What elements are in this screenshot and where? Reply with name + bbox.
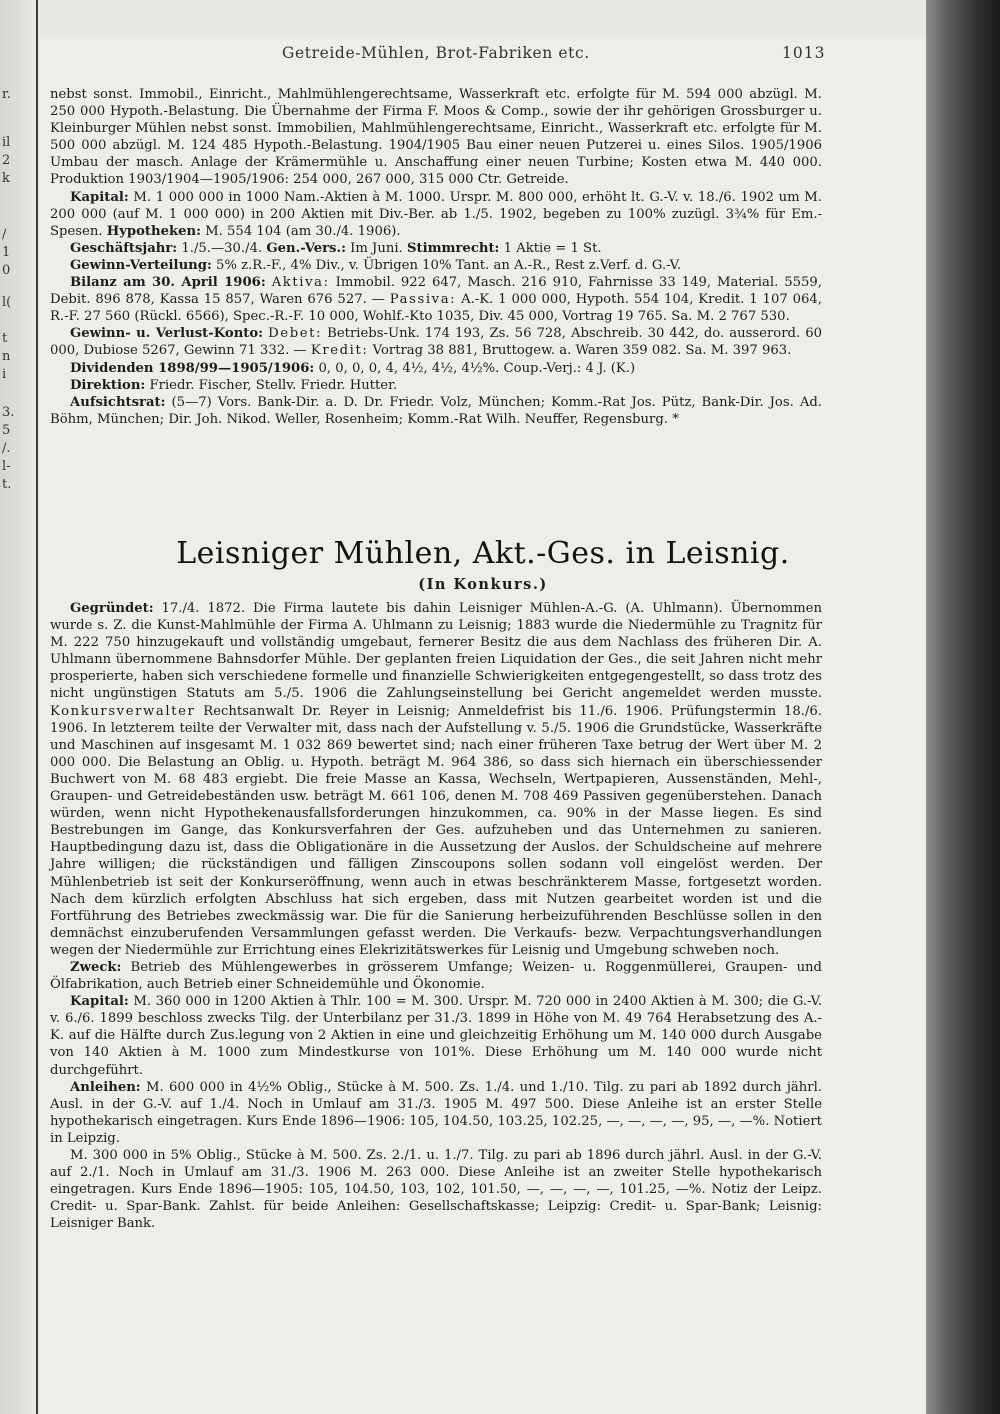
margin-fragment: l- bbox=[2, 459, 11, 474]
running-title: Getreide-Mühlen, Brot-Fabriken etc. bbox=[282, 44, 590, 62]
gewinnverteilung-label: Gewinn-Verteilung: bbox=[70, 257, 212, 273]
margin-fragment: r. bbox=[2, 87, 11, 102]
genvers-text: Im Juni. bbox=[350, 240, 403, 256]
hypotheken-label: Hypotheken: bbox=[106, 223, 201, 239]
company-heading: Leisniger Mühlen, Akt.-Ges. in Leisnig. bbox=[176, 536, 790, 571]
margin-fragment: 1 bbox=[2, 245, 11, 260]
anleihen-paragraph-2: M. 300 000 in 5% Oblig., Stücke à M. 500. Zs. 2./1. u. 1./7. Tilg. zu pari ab 1896 durch jährl. Ausl. in der G.-V. auf 2./1. Noch in Umlauf am 31./3. 1906 M. 263 000. Diese Anleihe ist an zweiter Stelle hypothekarisch eingetragen. Kurs Ende 1896—1905: 105, 104.50, 103, 102, 101.50, —, —, —, —, 101.25, —%. Notiz der Leipz. Credit- u. Spar-Bank. Zahlst. für beide Anleihen: Gesellschaftskasse; Leipzig: Credit- u. Spar-Bank; Leisnig: Leisniger Bank. bbox=[50, 1148, 822, 1232]
dividenden-text: 0, 0, 0, 0, 4, 4½, 4½, 4½%. Coup.-Verj.: 4 J. (K.) bbox=[318, 360, 636, 376]
direktion-label: Direktion: bbox=[70, 377, 146, 393]
margin-fragment: il bbox=[2, 135, 11, 150]
gegruendet-text-a: 17./4. 1872. Die Firma lautete bis dahin Leisniger Mühlen-A.-G. (A. Uhlmann). Übernommen wurde s. Z. die Kunst-Mahlmühle der Firma A. Uhlmann zu Leisnig; 1883 wurde die Niedermühle zu Tragnitz für M. 222 750 hinzugekauft und vollständig umgebaut, fernerer Besitz die aus dem Nachlass des früheren Dir. A. Uhlmann übernommene Bahnsdorfer Mühle. Der geplanten freien Liquidation der Ges., die seit Jahren nicht mehr prosperierte, haben sich verschiedene formelle und finanzielle Schwierigkeiten entgegengestellt, so dass trotz des nicht ungünstigen Statuts am 5./5. 1906 die Zahlungseinstellung bei Gericht angemeldet werden musste. bbox=[50, 601, 822, 702]
konkurs-subheading: (In Konkurs.) bbox=[418, 576, 548, 593]
stimmrecht-text: 1 Aktie = 1 St. bbox=[503, 240, 602, 256]
aufsichtsrat-paragraph bbox=[50, 394, 822, 428]
kapital-text: M. 360 000 in 1200 Aktien à Thlr. 100 = M. 300. Urspr. M. 720 000 in 2400 Aktien à M. 300; die G.-V. v. 6./6. 1899 beschloss zwecks Tilg. der Unterbilanz per 31./3. 1899 in Höhe von M. 49 764 Herabsetzung des A.-K. auf die Hälfte durch Zus.legung von 2 Aktien in eine und gleichzeitig Erhöhung um M. 140 000 durch Ausgabe von 140 Aktien à M. 1000 zum Mindestkurse von 101%. Diese Erhöhung um M. 140 000 wurde nicht durchgeführt. bbox=[50, 994, 822, 1078]
konkursverwalter-label: Konkursverwalter bbox=[50, 703, 196, 719]
binding-line bbox=[36, 0, 38, 1414]
bilanz-paragraph bbox=[50, 274, 822, 325]
left-gutter bbox=[0, 0, 34, 1414]
dividenden-paragraph bbox=[50, 360, 822, 377]
guv-debet-text: Betriebs-Unk. 174 193, Zs. 56 728, Abschreib. 30 442, do. ausserord. 60 000, Dubiose 5267, Gewinn 71 332. — bbox=[50, 326, 822, 359]
margin-fragment: t. bbox=[2, 477, 12, 492]
aufsichtsrat-label: Aufsichtsrat: bbox=[70, 394, 166, 410]
zweck-paragraph bbox=[50, 959, 822, 993]
zweck-text: Betrieb des Mühlengewerbes in grösserem Umfange; Weizen- u. Roggenmüllerei, Graupen- und Ölfabrikation, auch Betrieb einer Schneidemühle und Ökonomie. bbox=[50, 959, 822, 993]
company-entry bbox=[50, 600, 822, 1232]
gegruendet-text-b: Rechtsanwalt Dr. Reyer in Leisnig; Anmeldefrist bis 11./6. 1906. Prüfungstermin 18./6. 1906. In letzterem teilte der Verwalter mit, dass nach der Aufstellung v. 5./5. 1906 die Grundstücke, Wasserkräfte und Maschinen auf insgesamt M. 1 032 869 bewertet sind; nach einer früheren Taxe betrug der Wert über M. 2 000 000. Die Belastung an Oblig. u. Hypoth. beträgt M. 964 386, so dass sich hiernach ein überschiessender Buchwert von M. 68 483 ergiebt. Die freie Masse an Kassa, Wechseln, Wertpapieren, Aussenständen, Mehl-, Graupen- und Getreidebeständen usw. beträgt M. 661 106, denen M. 708 469 Passiven gegenüberstehen. Danach würden, wenn nicht Hypothekenausfallsforderungen hinzukommen, ca. 90% in der Masse liegen. Es sind Bestrebungen im Gange, das Konkursverfahren der Ges. aufzuheben und das Unternehmen zu sanieren. Hauptbedingung dazu ist, dass die Obligationäre in die Aussetzung der Auslos. der Schuldscheine auf mehrere Jahre willigen; die rückständigen und fälligen Zinscoupons sollen sodann voll eingelöst werden. Der Mühlenbetrieb ist seit der Konkurseröffnung, wenn auch in etwas beschränkterem Masse, fortgesetzt worden. Nach dem kürzlich erfolgten Abschluss hat sich ergeben, dass mit Nutzen gearbeitet worden ist und die Fortführung des Betriebes zweckmässig war. Die für die Sanierung herbeizuführenden Beschlüsse sollen in den demnächst einzuberufenden Versammlungen gefasst werden. Die Verkaufs- bezw. Verpachtungsverhandlungen wegen der Niedermühle zur Errichtung eines Elekrizitätswerkes für Leisnig und Umgebung schweben noch. bbox=[50, 703, 822, 958]
bilanz-label: Bilanz am 30. April 1906: bbox=[70, 275, 266, 291]
guv-label: Gewinn- u. Verlust-Konto: bbox=[70, 326, 264, 342]
margin-fragment: 0 bbox=[2, 263, 11, 278]
margin-fragment: t bbox=[2, 331, 8, 346]
margin-fragment: l( bbox=[2, 295, 12, 310]
margin-fragment: i bbox=[2, 367, 7, 382]
bilanz-passiva-label: Passiva: bbox=[389, 292, 457, 308]
previous-entry bbox=[50, 86, 822, 428]
anleihen-label: Anleihen: bbox=[70, 1079, 141, 1095]
genvers-label: Gen.-Vers.: bbox=[266, 240, 346, 256]
zweck-label: Zweck: bbox=[70, 959, 122, 975]
geschaeftsjahr-text: 1./5.—30./4. bbox=[181, 240, 263, 256]
direktion-paragraph bbox=[50, 377, 822, 394]
anleihen-paragraph bbox=[50, 1079, 822, 1147]
document-page bbox=[40, 36, 926, 1414]
kapital-label: Kapital: bbox=[70, 994, 129, 1010]
dividenden-label: Dividenden 1898/99—1905/1906: bbox=[70, 360, 315, 376]
guv-debet-label: Debet: bbox=[268, 326, 323, 342]
page-header bbox=[40, 42, 926, 66]
continuation-paragraph: nebst sonst. Immobil., Einricht., Mahlmühlengerechtsame, Wasserkraft etc. erfolgte für M. 594 000 abzügl. M. 250 000 Hypoth.-Belastung. Die Übernahme der Firma F. Moos & Comp., sowie der ihr gehörigen Grossburger u. Kleinburger Mühlen nebst sonst. Immobilien, Mahlmühlengerechtsame, Einricht., Wasserkraft etc. erfolgte für M. 500 000 abzügl. M. 124 485 Hypoth.-Belastung. 1904/1905 Bau einer neuen Putzerei u. eines Silos. 1905/1906 Umbau der masch. Anlage der Krämermühle u. Anschaffung einer neuen Turbine; Kosten etwa M. 440 000. Produktion 1903/1904—1905/1906: 254 000, 267 000, 315 000 Ctr. Getreide. bbox=[50, 87, 822, 188]
scan-dark-edge bbox=[926, 0, 1000, 1414]
direktion-text: Friedr. Fischer, Stellv. Friedr. Hutter. bbox=[149, 377, 398, 393]
bilanz-passiva-text: A.-K. 1 000 000, Hypoth. 554 104, Kredit. 1 107 064, R.-F. 27 560 (Rückl. 6566), Spec.-R.-F. 10 000, Wohlf.-Kto 1035, Div. 45 000, Vortrag 19 765. Sa. M. 2 767 530. bbox=[50, 292, 822, 325]
page-number: 1013 bbox=[782, 44, 826, 62]
margin-fragment: k bbox=[2, 171, 10, 186]
kapital-text: M. 1 000 000 in 1000 Nam.-Aktien à M. 1000. Urspr. M. 800 000, erhöht lt. G.-V. v. 18./6. 1902 um M. 200 000 (auf M. 1 000 000) in 200 Aktien mit Div.-Ber. ab 1./5. 1902, begeben zu 100% zuzügl. 3¾% für Em.-Spesen. bbox=[50, 189, 822, 239]
geschaeftsjahr-label: Geschäftsjahr: bbox=[70, 240, 178, 256]
bilanz-aktiva-text: Immobil. 922 647, Masch. 216 910, Fahrnisse 33 149, Material. 5559, Debit. 896 878, Kassa 15 857, Waren 676 527. — bbox=[50, 275, 822, 308]
gewinnverteilung-text: 5% z.R.-F., 4% Div., v. Übrigen 10% Tant. an A.-R., Rest z.Verf. d. G.-V. bbox=[216, 257, 682, 273]
guv-kredit-text: Vortrag 38 881, Bruttogew. a. Waren 359 082. Sa. M. 397 963. bbox=[372, 343, 792, 359]
gewinnverteilung-paragraph bbox=[50, 257, 822, 274]
margin-fragment: 5 bbox=[2, 423, 11, 438]
kapital-paragraph bbox=[50, 189, 822, 240]
margin-fragment: n bbox=[2, 349, 11, 364]
gegruendet-label: Gegründet: bbox=[70, 601, 154, 616]
stimmrecht-label: Stimmrecht: bbox=[406, 240, 500, 256]
bilanz-aktiva-label: Aktiva: bbox=[271, 275, 330, 291]
margin-fragment: / bbox=[2, 227, 7, 242]
kapital-label: Kapital: bbox=[70, 189, 129, 205]
anleihen-text-1: M. 600 000 in 4½% Oblig., Stücke à M. 500. Zs. 1./4. und 1./10. Tilg. zu pari ab 1892 durch jährl. Ausl. in der G.-V. auf 1./4. Noch in Umlauf am 31./3. 1905 M. 497 500. Diese Anleihe ist an erster Stelle hypothekarisch eingetragen. Kurs Ende 1896—1906: 105, 104.50, 103.25, 102.25, —, —, —, —, 95, —, —%. Notiert in Leipzig. bbox=[50, 1079, 822, 1146]
aufsichtsrat-text: (5—7) Vors. Bank-Dir. a. D. Dr. Friedr. Volz, München; Komm.-Rat Jos. Pütz, Bank-Dir. Jos. Ad. Böhm, München; Dir. Joh. Nikod. Weller, Rosenheim; Komm.-Rat Wilh. Neuffer, Regensburg. bbox=[50, 394, 822, 427]
margin-fragment: 3. bbox=[2, 405, 15, 420]
guv-paragraph bbox=[50, 325, 822, 359]
geschaeftsjahr-paragraph bbox=[50, 240, 822, 257]
margin-fragment: /. bbox=[2, 441, 11, 456]
gegruendet-paragraph bbox=[50, 600, 822, 959]
guv-kredit-label: Kredit: bbox=[310, 343, 369, 359]
kapital-paragraph bbox=[50, 993, 822, 1078]
margin-fragment: 2 bbox=[2, 153, 11, 168]
entry-asterisk: * bbox=[672, 411, 679, 427]
hypotheken-text: M. 554 104 (am 30./4. 1906). bbox=[205, 223, 401, 239]
